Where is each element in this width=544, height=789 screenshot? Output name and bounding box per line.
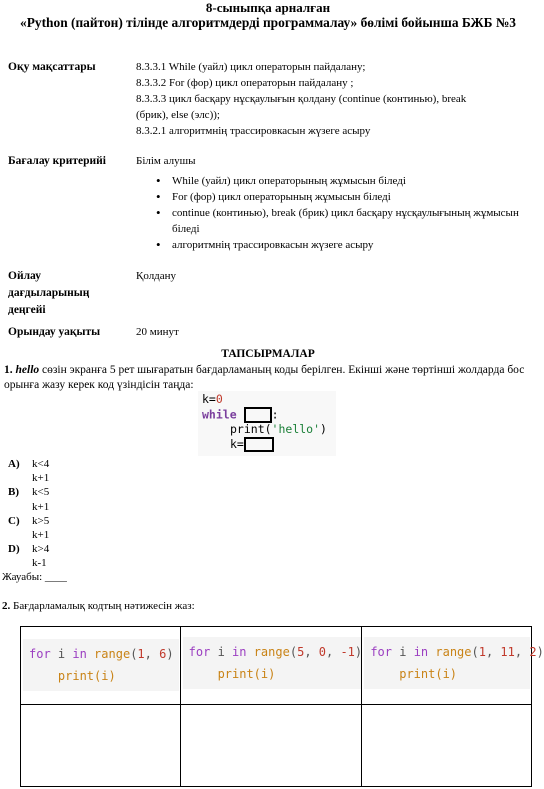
option-a-line2: k+1	[32, 472, 50, 485]
objective-item: 8.3.3.1 While (уайл) цикл операторын пайдалану;	[136, 61, 366, 73]
criteria-item: • continue (континью), break (брик) цикл басқару нұсқаулығының жұмысын біледі	[156, 205, 534, 237]
page-title: 8-сыныпқа арналған	[205, 0, 331, 15]
objectives-list	[136, 59, 466, 139]
option-d-line2: k-1	[32, 557, 47, 570]
code-line-2: while :	[202, 407, 279, 422]
option-b-line2: k+1	[32, 500, 50, 513]
question-text: Бағдарламалық кодтың нәтижесін жаз:	[10, 600, 195, 612]
thinking-label-line: дағдыларының	[8, 287, 90, 299]
tasks-title: ТАПСЫРМАЛАР	[221, 348, 315, 360]
option-c-line2: k+1	[32, 529, 50, 542]
time-value: 20 минут	[136, 326, 179, 338]
answer-table	[20, 626, 544, 787]
option-d[interactable]: D) k>4	[8, 543, 50, 556]
thinking-label	[8, 268, 89, 319]
program-code: for i in range(5, 0, -1) print(i)	[183, 637, 361, 689]
objective-item: (брик), else (элс));	[136, 109, 220, 121]
criteria-list	[156, 173, 534, 253]
question-number: 2.	[2, 600, 11, 612]
page-subtitle: «Python (пайтон) тілінде алгоритмдерді программалау» бөлімі бойынша БЖБ №3	[20, 15, 516, 30]
program-cell	[362, 627, 544, 705]
code-line-1: k=0	[202, 392, 223, 406]
objective-item: 8.3.3.3 цикл басқару нұсқаулығын қолдану (continue (континью), break	[136, 93, 467, 105]
answer-cell[interactable]	[362, 705, 532, 787]
code-line-4: k=	[230, 437, 274, 452]
thinking-label-line: Ойлау	[8, 270, 41, 282]
criteria-item: • алгоритмнің трассировкасын жүзеге асыру	[156, 237, 534, 253]
hello-word: hello	[15, 364, 40, 376]
blank-box	[244, 437, 274, 452]
answer-line[interactable]: Жауабы: ____	[2, 571, 67, 583]
option-b[interactable]: B) k<5	[8, 486, 50, 499]
program-cell	[180, 627, 362, 705]
program-code: for i in range(1, 11, 2) print(i)	[364, 637, 530, 689]
criteria-intro: Білім алушы	[136, 155, 196, 167]
answer-cell[interactable]	[21, 705, 181, 787]
criteria-item: • While (уайл) цикл операторының жұмысын біледі	[156, 173, 534, 189]
option-a[interactable]: A) k<4	[8, 458, 50, 470]
time-label: Орындау уақыты	[8, 326, 101, 338]
code-line-3: print('hello')	[230, 422, 327, 436]
question-number: 1.	[4, 364, 13, 376]
options-list	[8, 457, 49, 571]
blank-box	[244, 407, 272, 423]
criteria-label: Бағалау критерийі	[8, 155, 106, 167]
thinking-label-line: деңгейі	[8, 304, 46, 316]
criteria-item: • For (фор) цикл операторының жұмысын біледі	[156, 189, 534, 205]
thinking-value: Қолдану	[136, 270, 177, 282]
option-c[interactable]: C) k>5	[8, 514, 50, 527]
code-snippet	[198, 391, 336, 456]
objectives-label: Оқу мақсаттары	[8, 61, 96, 73]
objective-item: 8.3.2.1 алгоритмнің трассировкасын жүзеге асыру	[136, 125, 371, 137]
program-code: for i in range(1, 6) print(i)	[23, 639, 179, 691]
question-1	[4, 363, 532, 393]
objective-item: 8.3.3.2 For (фор) цикл операторын пайдалану ;	[136, 77, 354, 89]
question-text: сөзін экранға 5 рет шығаратын бағдарламаның коды берілген. Екінші және төртінші жолдарда бос орынға жазу керек код үзіндісін таңда:	[4, 364, 525, 391]
program-cell	[21, 627, 181, 705]
answer-cell[interactable]	[180, 705, 362, 787]
question-2	[2, 600, 195, 612]
